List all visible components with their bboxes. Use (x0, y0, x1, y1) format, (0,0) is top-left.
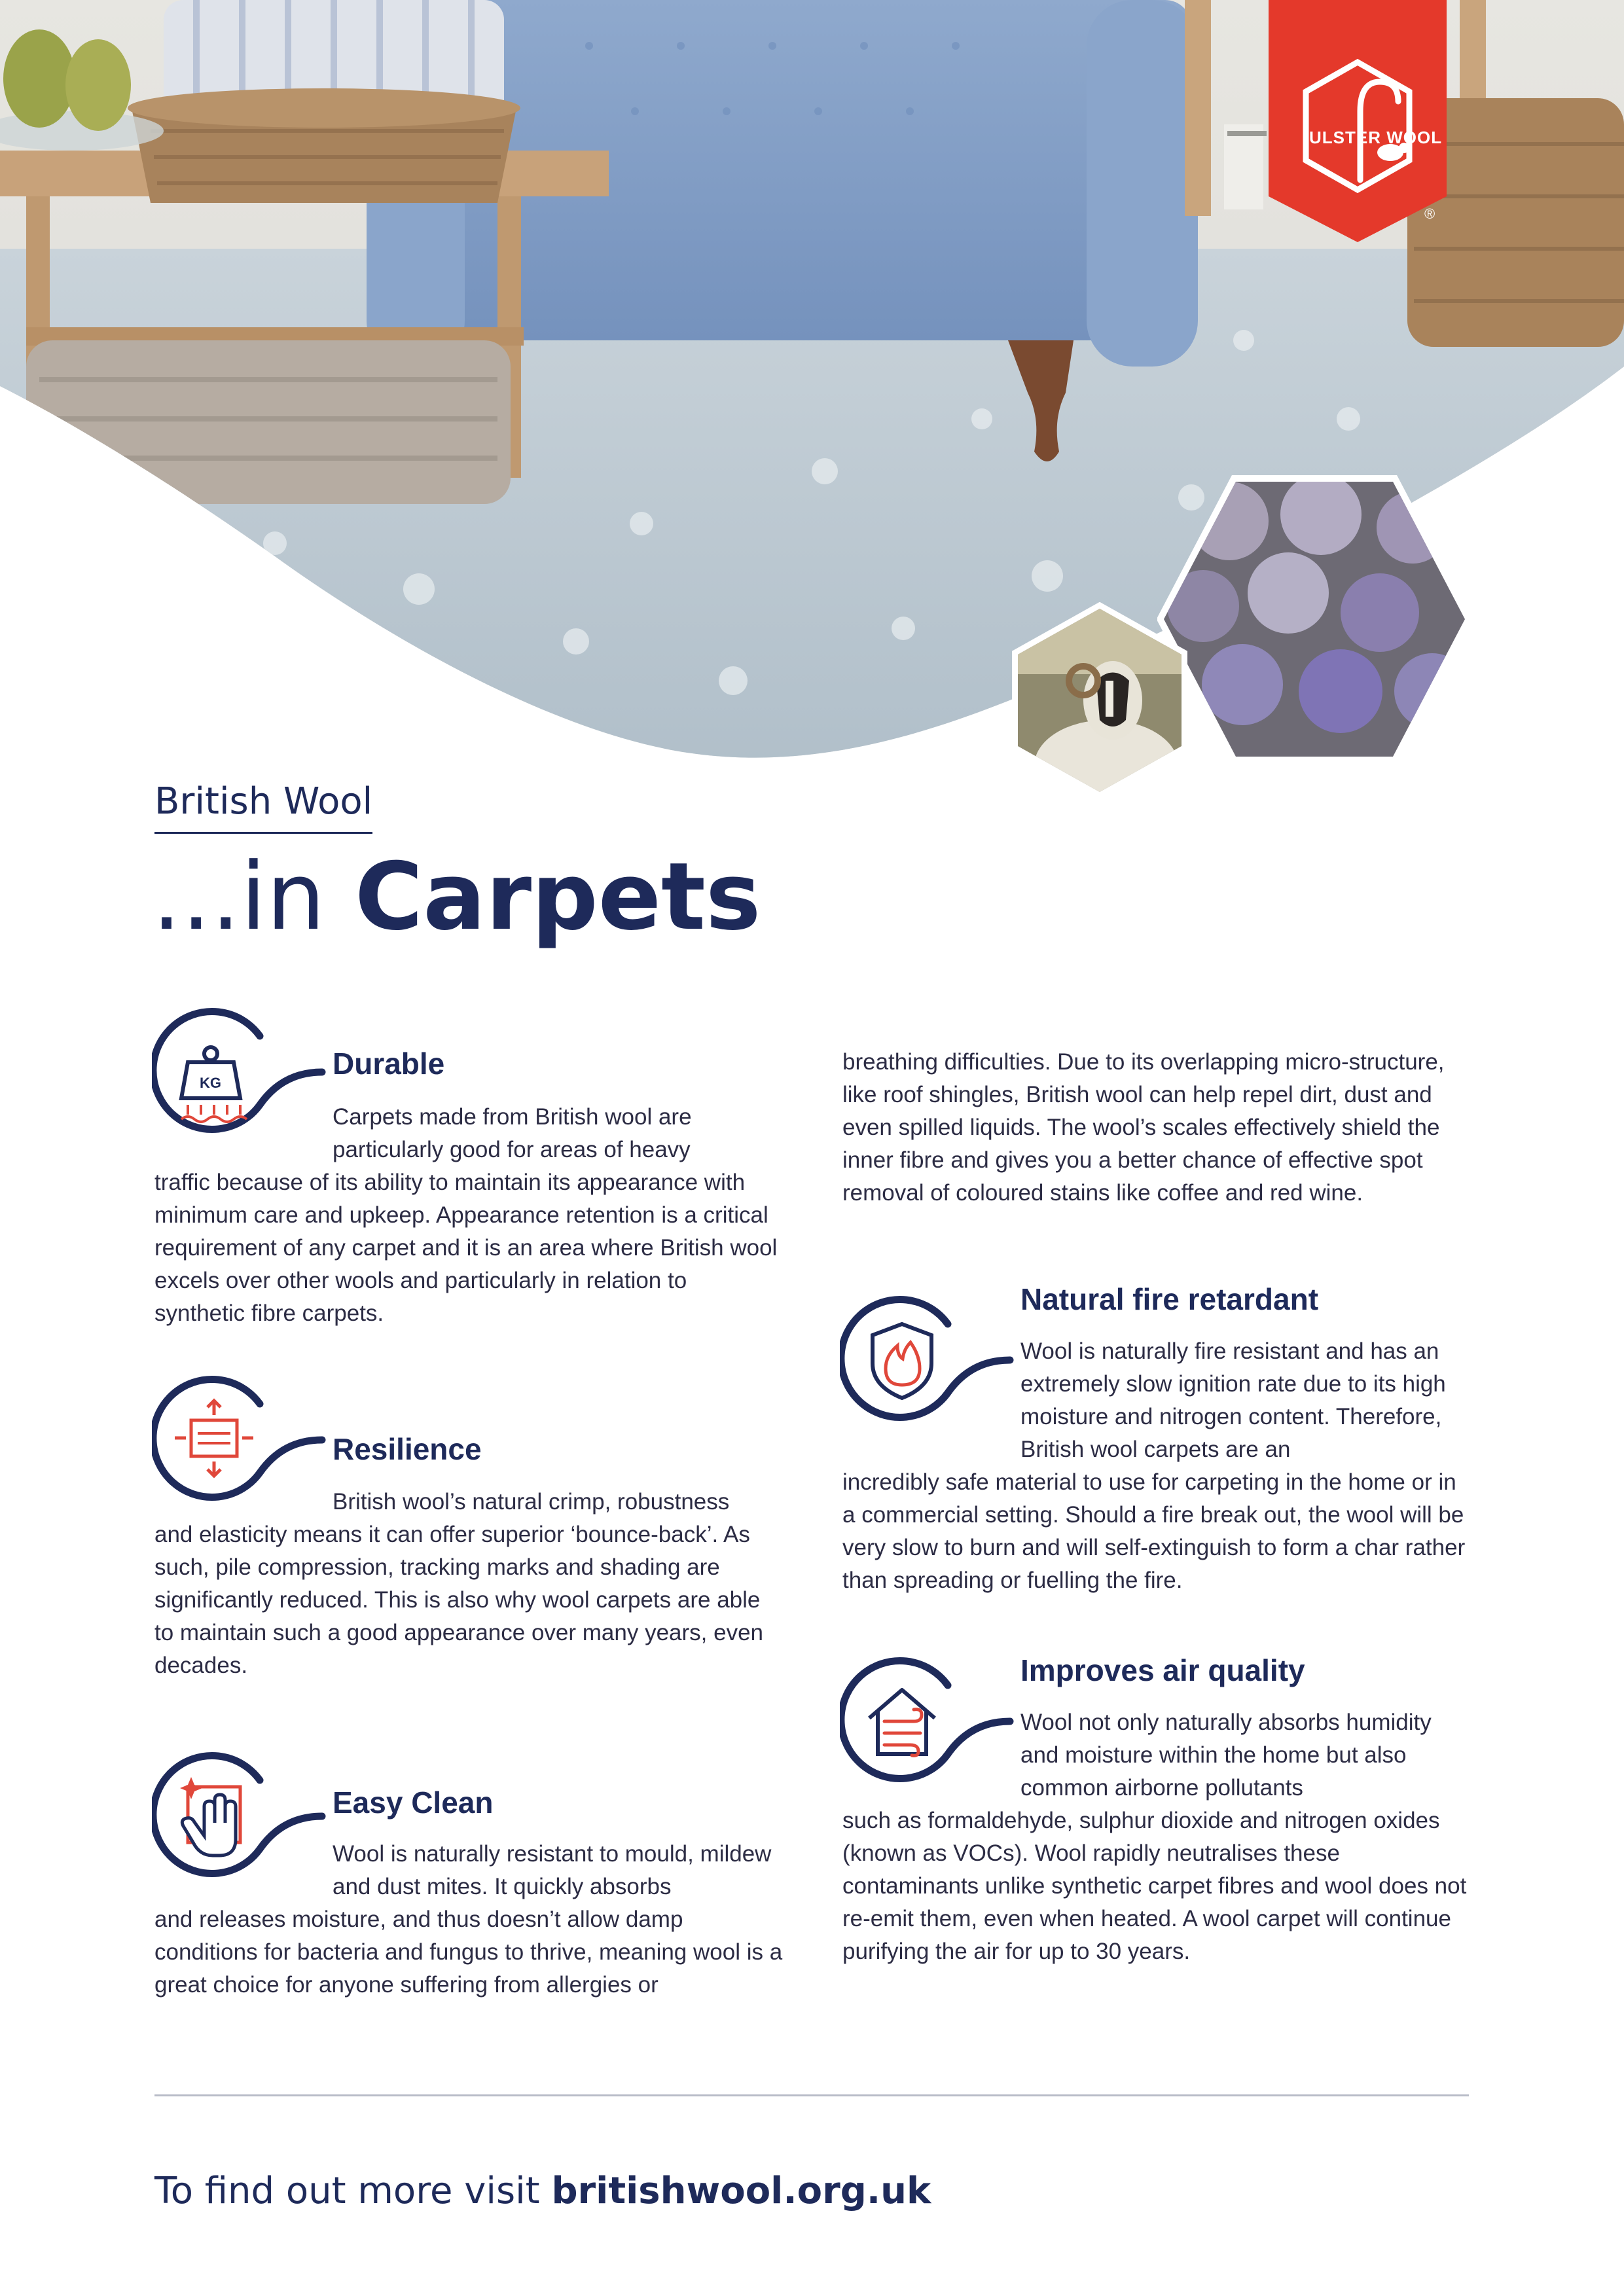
sheep-photo (1001, 602, 1198, 801)
wool-samples-illustration (1157, 475, 1471, 763)
eyebrow-heading: British Wool (154, 780, 372, 834)
weight-kg-icon (152, 1007, 348, 1140)
section-title-fire: Natural fire retardant (1020, 1282, 1319, 1316)
section-body-easy-clean-continued: breathing difficulties. Due to its overlapping micro-structure, like roof shingles, British wool can help repel dirt, dust and even spilled liquids. The wool’s scales effectively shield the inner fibre and gives you a better chance of effective spot removal of coloured stains like coffee and red wine. (842, 1049, 1445, 1206)
footer-lead: To find out more visit (154, 2170, 552, 2212)
footer-link[interactable]: britishwool.org.uk (551, 2170, 931, 2212)
registered-mark: ® (1424, 206, 1435, 222)
flame-shield-icon (840, 1295, 1036, 1428)
section-body-easy-clean-lead: Wool is naturally resistant to mould, mildew and dust mites. It quickly absorbs (333, 1841, 772, 1899)
ulster-wool-logo (1269, 0, 1447, 242)
house-air-icon (840, 1656, 1036, 1789)
section-body-air: such as formaldehyde, sulphur dioxide and nitrogen oxides (known as VOCs). Wool rapidly neutralises these contaminants unlike synthetic carpet fibres and wool does not re-emit them, even when heated. A wool carpet will continue purifying the air for up to 30 years. (842, 1808, 1467, 1964)
footer-cta (154, 2170, 931, 2212)
section-body-fire: incredibly safe material to use for carpeting in the home or in a commercial setting. Should a fire break out, the wool will be very slow to burn and will self-extinguish to form a char rather than spreading or fuelling the fire. (842, 1469, 1466, 1593)
footer-divider (154, 2094, 1469, 2096)
logo-text: ULSTER WOOL (1309, 128, 1443, 147)
section-body-resilience: and elasticity means it can offer superior ‘bounce-back’. As such, pile compression, tracking marks and shading are significantly reduced. This is also why wool carpets are able to maintain such a good appearance over many years, even decades. (154, 1522, 764, 1678)
svg-text:KG: KG (200, 1075, 221, 1091)
section-title-easy-clean: Easy Clean (333, 1785, 494, 1820)
compression-arrows-icon (152, 1374, 348, 1508)
ulster-wool-logo-mark (1269, 0, 1447, 242)
sheep-illustration (1001, 602, 1198, 798)
page-title (152, 843, 761, 951)
title-main: Carpets (355, 843, 761, 951)
title-prefix: ...in (152, 843, 355, 951)
hand-sparkle-icon (152, 1751, 348, 1884)
section-body-air-lead: Wool not only naturally absorbs humidity and moisture within the home but also common airborne pollutants (1020, 1710, 1432, 1801)
section-body-easy-clean: and releases moisture, and thus doesn’t allow damp conditions for bacteria and fungus to thrive, meaning wool is a great choice for anyone suffering from allergies or (154, 1907, 783, 1998)
section-body-resilience-lead: British wool’s natural crimp, robustness (333, 1489, 730, 1515)
wool-samples-photo (1157, 475, 1471, 766)
section-body-durable-lead: Carpets made from British wool are particularly good for areas of heavy (333, 1104, 692, 1162)
section-title-resilience: Resilience (333, 1432, 482, 1466)
section-title-durable: Durable (333, 1047, 445, 1081)
section-title-air: Improves air quality (1020, 1653, 1305, 1687)
section-body-fire-lead: Wool is naturally fire resistant and has an extremely slow ignition rate due to its high moisture and nitrogen content. Therefore, British wool carpets are an (1020, 1338, 1446, 1462)
section-body-durable: traffic because of its ability to maintain its appearance with minimum care and upkeep. Appearance retention is a critical requirement of any carpet and it is an area where British wool excels over other wools and particularly in relation to synthetic fibre carpets. (154, 1170, 778, 1326)
